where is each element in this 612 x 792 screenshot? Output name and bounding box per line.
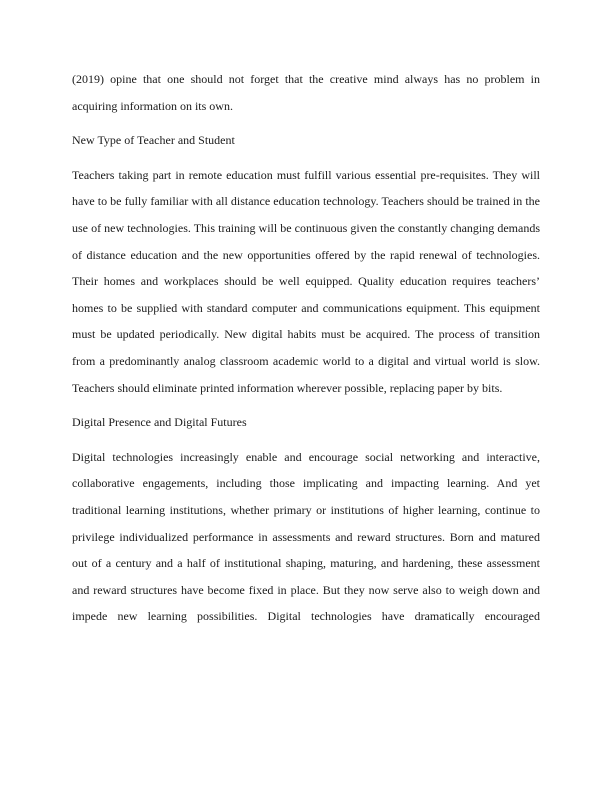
paragraph-digital: Digital technologies increasingly enable and encourage social networking and interactive, collaborative engagements, including those implicating and impacting learning. And yet traditional learning institutions, whether primary or institutions of higher learning, continue to privilege individualized performance in assessments and reward structures. Born and matured out of a century and a half of institutional shaping, maturing, and hardening, these assessment and reward structures have become fixed in place. But they now serve also to weigh down and impede new learning possibilities. Digital technologies have dramatically encouraged (72, 449, 540, 624)
paragraph-intro: (2019) opine that one should not forget that the creative mind always has no problem in acquiring information on its own. (72, 72, 540, 113)
section-heading-digital-presence: Digital Presence and Digital Futures (72, 415, 247, 430)
section-heading-new-type: New Type of Teacher and Student (72, 133, 235, 148)
document-page (72, 66, 540, 630)
paragraph-teachers: Teachers taking part in remote education must fulfill various essential pre-requisites. They will have to be fully familiar with all distance education technology. Teachers should be trained in the use of new technologies. This training will be continuous given the constantly changing demands of distance education and the new opportunities offered by the rapid renewal of technologies. Their homes and workplaces should be well equipped. Quality education requires teachers’ homes to be supplied with standard computer and communications equipment. This equipment must be updated periodically. New digital habits must be acquired. The process of transition from a predominantly analog classroom academic world to a digital and virtual world is slow. Teachers should eliminate printed information wherever possible, replacing paper by bits. (72, 167, 540, 395)
